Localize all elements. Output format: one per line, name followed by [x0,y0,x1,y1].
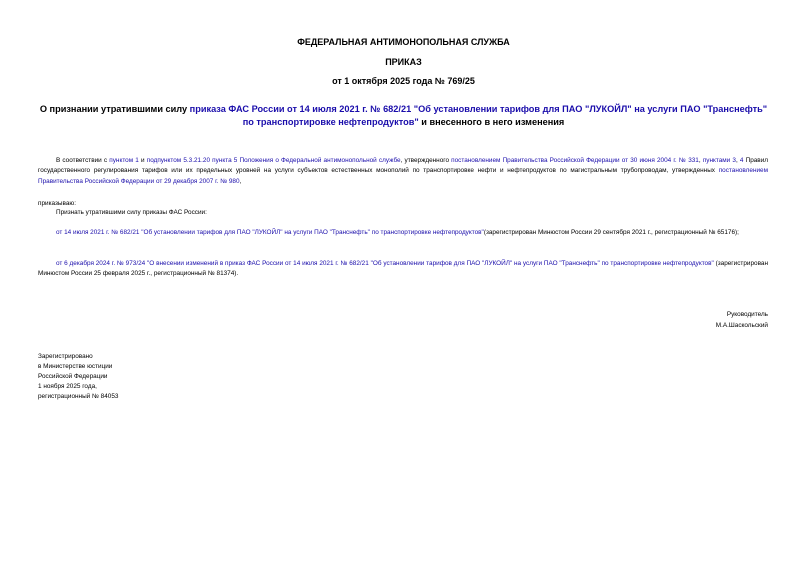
doc-date-number: от 1 октября 2025 года № 769/25 [332,76,475,86]
registration-line: 1 ноября 2025 года, [38,383,97,390]
title-suffix: и внесенного в него изменения [418,117,565,127]
preamble-text: , [239,177,242,185]
title-prefix: О признании утратившими силу [39,104,190,114]
registration-line: Зарегистрировано [38,353,93,360]
preamble-text: , утвержденного [400,157,452,164]
signature-position: Руководитель [726,311,768,318]
preamble-text: Правил государственного регулирования тарифов или их предельных уровней на услуги субъектов естественных монополий по транспортировке нефти и нефтепродуктов по магистральным трубопроводам, утвержденных [38,157,769,175]
signature-name: М.А.Шаскольский [715,322,768,329]
link-subpoint[interactable]: подпунктом 5.3.21.20 пункта 5 [146,157,238,164]
document-title [36,103,771,129]
item-2-text: (зарегистрирован Минюстом России 25 февраля 2025 г., регистрационный № 81374). [38,260,768,278]
registration-line: в Министерстве юстиции [38,363,113,370]
recognize-line: Признать утратившими силу приказы ФАС России: [56,209,207,216]
item-1-text: (зарегистрирован Минюстом России 29 сентября 2021 г., регистрационный № 65176); [483,229,739,236]
doc-type: ПРИКАЗ [385,57,422,67]
link-point-1[interactable]: пунктом 1 [109,157,139,164]
item-1 [38,228,768,238]
item-2-link[interactable]: от 6 декабря 2024 г. № 973/24 "О внесении изменений в приказ ФАС России от 14 июля 2021 г. № 682/21 "Об установлении тарифов для ПАО "ЛУКОЙЛ" на услуги ПАО "Транснефть" по транспортировке нефтепродуктов" [56,260,714,267]
order-word: приказываю: [38,200,76,207]
link-decree-980[interactable]: постановлением Правительства Российской Федерации от 29 декабря 2007 г. № 980 [38,167,768,185]
title-link[interactable]: приказа ФАС России от 14 июля 2021 г. № 682/21 "Об установлении тарифов для ПАО "ЛУКОЙЛ" на услуги ПАО "Транснефть" по транспортировке нефтепродуктов" [189,104,768,127]
link-regulation[interactable]: Положения о Федеральной антимонопольной службе [239,157,401,164]
agency-name: ФЕДЕРАЛЬНАЯ АНТИМОНОПОЛЬНАЯ СЛУЖБА [297,37,510,47]
registration-line: регистрационный № 84053 [38,393,119,400]
preamble-text: , [735,157,740,164]
preamble-text: и [138,157,147,164]
link-points-3[interactable]: пунктами 3 [702,157,736,164]
item-1-link[interactable]: от 14 июля 2021 г. № 682/21 "Об установлении тарифов для ПАО "ЛУКОЙЛ" на услуги ПАО "Транснефть" по транспортировке нефтепродуктов" [56,229,484,236]
item-2 [38,259,768,280]
link-point-4[interactable]: 4 [739,157,744,164]
registration-line: Российской Федерации [38,373,108,380]
link-decree-331[interactable]: постановлением Правительства Российской Федерации от 30 июня 2004 г. № 331 [451,157,699,164]
preamble-text: В соответствии с [56,157,110,164]
preamble-text: , [698,157,703,164]
preamble-paragraph [38,156,768,187]
